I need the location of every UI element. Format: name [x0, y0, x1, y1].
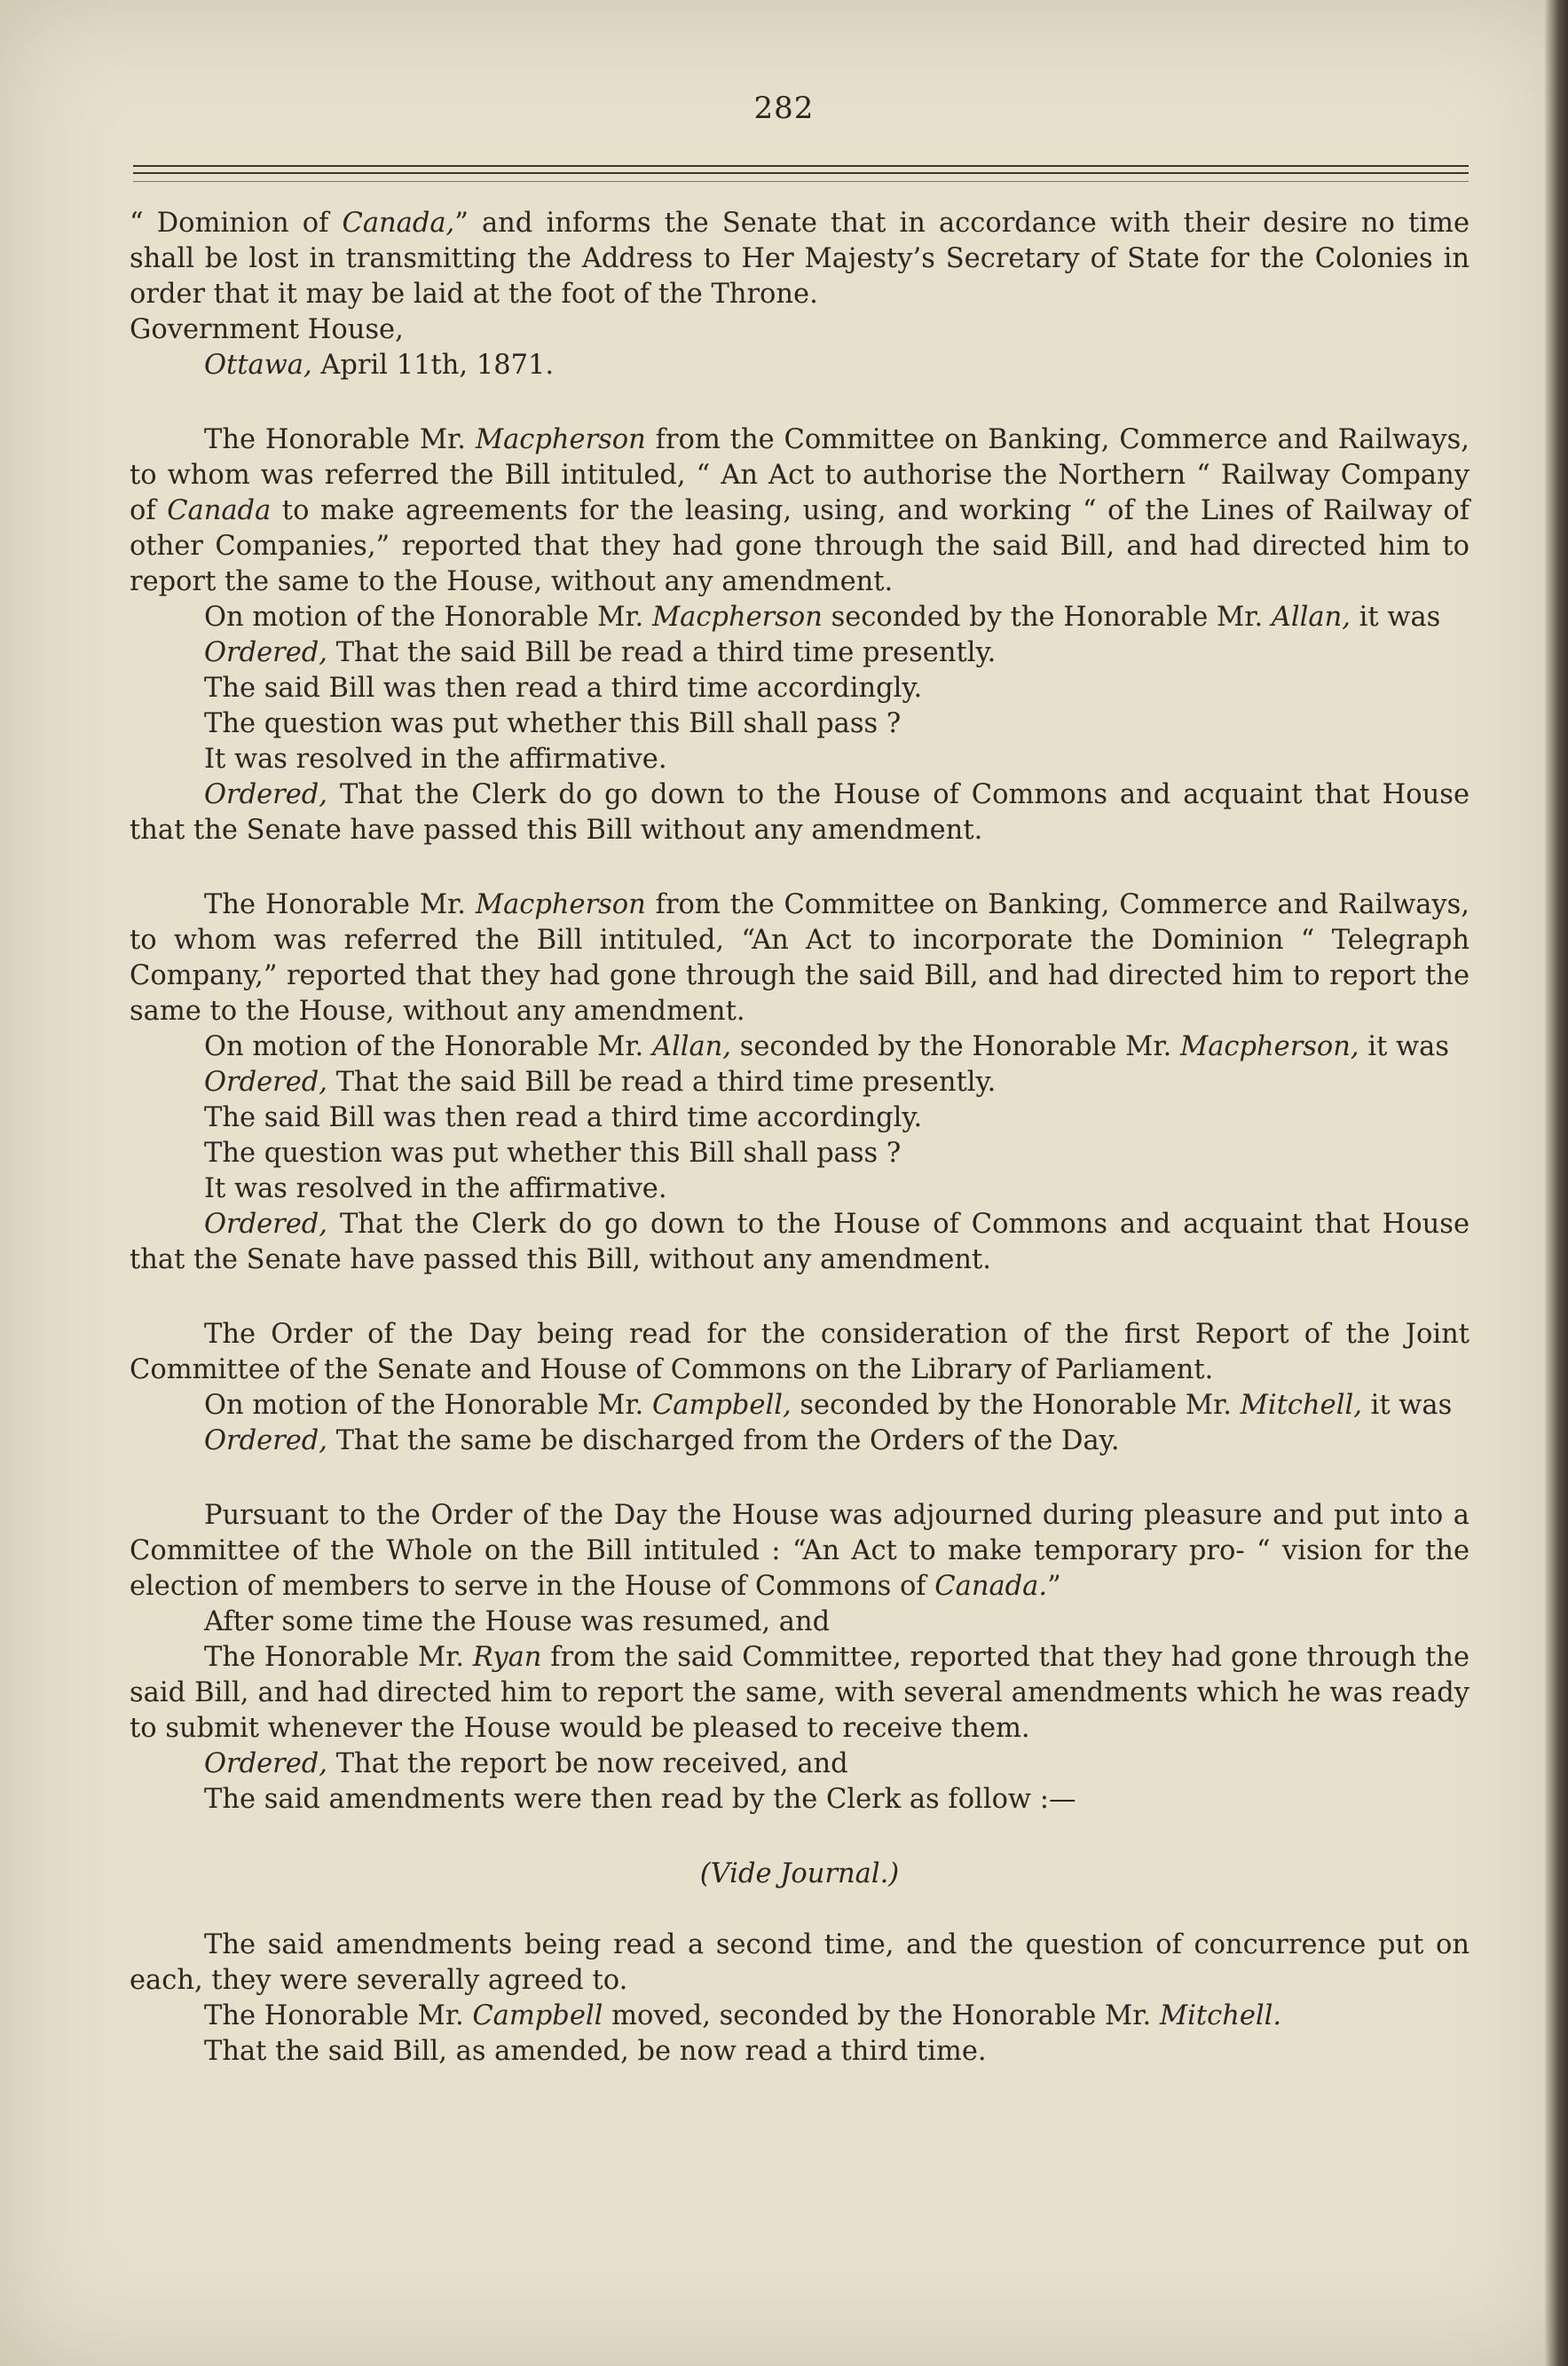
italic-text: Ordered,	[204, 637, 328, 668]
text-run: it was	[1361, 1390, 1453, 1421]
paragraph	[130, 206, 1470, 312]
italic-text: Mitchell.	[1159, 2000, 1282, 2031]
text-run: The Order of the Day being read for the consideration of the first Report of the Joint Committee of the Senate and House of Commons on the Library of Parliament.	[130, 1319, 1470, 1385]
paragraph	[130, 635, 1470, 671]
paragraph	[130, 1100, 1470, 1136]
paragraph	[130, 1388, 1470, 1424]
header-rule	[133, 165, 1469, 167]
paragraph	[130, 422, 1470, 600]
paragraph	[130, 1029, 1470, 1065]
text-run: it was	[1359, 1031, 1449, 1062]
text-run: seconded by the Honorable Mr.	[731, 1031, 1180, 1062]
paragraph	[130, 348, 1470, 383]
text-run: That the said Bill be read a third time presently.	[327, 1067, 997, 1098]
text-run: That the Clerk do go down to the House of Commons and acquaint that House that the Senate have passed this Bill without any amendment.	[130, 779, 1470, 846]
italic-text: Campbell	[472, 2000, 603, 2031]
text-run: seconded by the Honorable Mr.	[791, 1390, 1241, 1421]
paragraph	[130, 1640, 1470, 1747]
paragraph	[130, 1999, 1470, 2034]
italic-text: Allan,	[651, 1031, 731, 1062]
text-run: to make agreements for the leasing, using, and working “ of the Lines of Railway of other Companies,” reported that they had gone through the said Bill, and had directed him to report the same to the House, without any amendment.	[130, 495, 1470, 597]
italic-text: Macpherson	[475, 424, 646, 455]
italic-text: Ordered,	[204, 1425, 328, 1456]
italic-text: Macpherson,	[1179, 1031, 1359, 1062]
text-run: The said Bill was then read a third time accordingly.	[204, 1102, 923, 1133]
text-run: It was resolved in the affirmative.	[204, 744, 667, 775]
text-run: Government House,	[130, 314, 404, 345]
document-body	[130, 206, 1470, 2070]
paragraph	[130, 1424, 1470, 1459]
paragraph	[130, 1317, 1470, 1388]
text-run: That the said Bill, as amended, be now read a third time.	[204, 2036, 987, 2067]
text-run: That the said Bill be read a third time presently.	[327, 637, 997, 668]
text-run: That the report be now received, and	[327, 1748, 848, 1779]
italic-text: Canada,	[342, 208, 455, 239]
text-run: (Vide Journal.)	[699, 1858, 900, 1889]
text-run: from the Committee on Banking, Commerce and Railways, to whom was referred the Bill intituled, “An Act to incorporate the Dominion “ Telegraph Company,” reported that they had gone through the said Bill, and had directed him to report the same to the House, without any amendment.	[130, 889, 1470, 1027]
italic-text: Campbell,	[651, 1390, 792, 1421]
text-run: The question was put whether this Bill shall pass ?	[204, 708, 902, 739]
header-rule	[133, 181, 1469, 182]
italic-text: Ordered,	[204, 1209, 328, 1240]
text-run: The Honorable Mr.	[204, 1642, 473, 1673]
text-run: Pursuant to the Order of the Day the House was adjourned during pleasure and put into a Committee of the Whole on the Bill intituled : “An Act to make temporary pro- “ vision for the election of members to serve in the House of Commons of	[130, 1500, 1470, 1602]
paragraph	[130, 1605, 1470, 1640]
paragraph	[130, 312, 1470, 348]
paragraph	[130, 1857, 1470, 1892]
text-run: April 11th, 1871.	[311, 350, 555, 381]
paragraph	[130, 1928, 1470, 1999]
italic-text: Macpherson	[475, 889, 646, 920]
italic-text: Ryan	[472, 1642, 542, 1673]
text-run: “ Dominion of	[130, 208, 343, 239]
text-run: ”	[1047, 1571, 1061, 1602]
paragraph	[130, 777, 1470, 848]
italic-text: Ordered,	[204, 779, 328, 810]
paragraph	[130, 1136, 1470, 1171]
text-run: it was	[1350, 602, 1441, 633]
paragraph	[130, 742, 1470, 777]
header-rule	[133, 172, 1469, 174]
italic-text: Macpherson	[651, 602, 823, 633]
text-run: from the Committee on Banking, Commerce and Railways, to whom was referred the Bill intituled, “ An Act to authorise the Northern “ Railway Company of	[130, 424, 1470, 526]
text-run: The said amendments were then read by the Clerk as follow :—	[204, 1784, 1076, 1815]
page-number: 282	[753, 91, 815, 126]
italic-text: Allan,	[1271, 602, 1351, 633]
italic-text: Canada.	[934, 1571, 1048, 1602]
text-run: The said Bill was then read a third time accordingly.	[204, 673, 923, 704]
paragraph	[130, 1171, 1470, 1207]
paragraph	[130, 887, 1470, 1029]
paragraph	[130, 671, 1470, 706]
italic-text: Ottawa,	[204, 350, 312, 381]
paragraph	[130, 1782, 1470, 1818]
text-run: The Honorable Mr.	[204, 889, 476, 920]
paragraph	[130, 600, 1470, 635]
text-run: That the Clerk do go down to the House of Commons and acquaint that House that the Senate have passed this Bill, without any amendment.	[130, 1209, 1470, 1275]
text-run: The question was put whether this Bill shall pass ?	[204, 1138, 902, 1169]
text-run: moved, seconded by the Honorable Mr.	[603, 2000, 1160, 2031]
text-run: It was resolved in the affirmative.	[204, 1173, 667, 1204]
paragraph	[130, 706, 1470, 742]
text-run: ” and informs the Senate that in accordance with their desire no time shall be lost in transmitting the Address to Her Majesty’s Secretary of State for the Colonies in order that it may be laid at the foot of the Throne.	[130, 208, 1470, 310]
italic-text: Mitchell,	[1240, 1390, 1362, 1421]
paragraph	[130, 1747, 1470, 1782]
binding-edge	[1545, 0, 1568, 2366]
text-run: That the same be discharged from the Orders of the Day.	[327, 1425, 1120, 1456]
italic-text: Ordered,	[204, 1067, 328, 1098]
paragraph	[130, 1498, 1470, 1605]
paragraph	[130, 2034, 1470, 2070]
text-run: The Honorable Mr.	[204, 2000, 473, 2031]
text-run: On motion of the Honorable Mr.	[204, 1031, 652, 1062]
text-run: On motion of the Honorable Mr.	[204, 1390, 652, 1421]
paragraph	[130, 1065, 1470, 1100]
text-run: The Honorable Mr.	[204, 424, 476, 455]
text-run: The said amendments being read a second time, and the question of concurrence put on each, they were severally agreed to.	[130, 1929, 1470, 1996]
italic-text: Canada	[167, 495, 272, 526]
paragraph	[130, 1207, 1470, 1278]
text-run: seconded by the Honorable Mr.	[822, 602, 1272, 633]
italic-text: Ordered,	[204, 1748, 328, 1779]
text-run: from the said Committee, reported that they had gone through the said Bill, and had directed him to report the same, with several amendments which he was ready to submit whenever the House would be pleased to receive them.	[130, 1642, 1470, 1744]
text-run: On motion of the Honorable Mr.	[204, 602, 652, 633]
text-run: After some time the House was resumed, and	[204, 1606, 831, 1637]
